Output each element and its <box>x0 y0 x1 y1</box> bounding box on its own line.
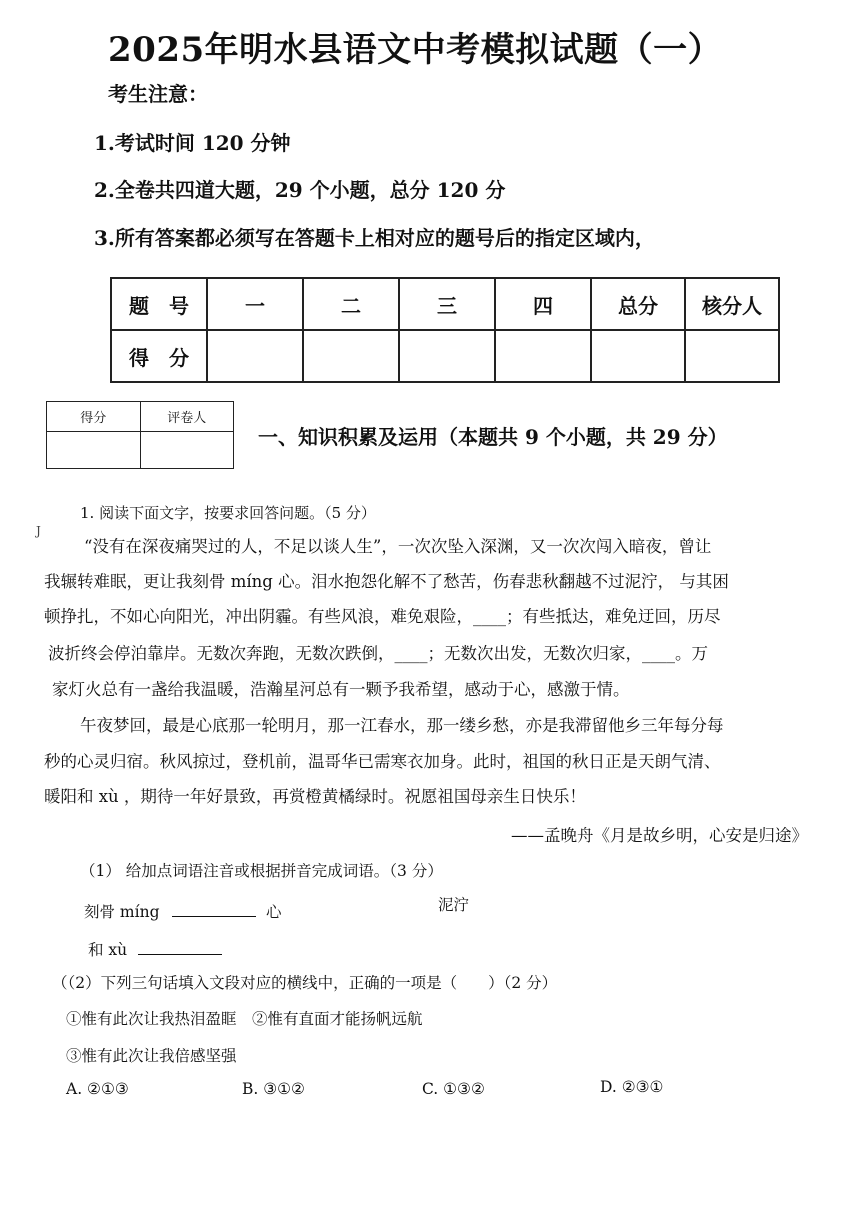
passage-line: 家灯火总有一盏给我温暖，浩瀚星河总有一颗予我希望，感动于心，感激于情。 <box>52 680 630 699</box>
question-number-label: 题 号 <box>111 278 207 330</box>
passage-attribution: ——孟晚舟《月是故乡明，心安是归途》 <box>511 826 808 845</box>
sentence-options-line-1: ①惟有此次让我热泪盈眶 ②惟有直面才能扬帆远航 <box>66 1010 423 1028</box>
word-item-b: 泥泞 <box>438 896 470 914</box>
score-cell[interactable] <box>685 330 779 382</box>
column-section-3: 三 <box>399 278 495 330</box>
passage-line: 午夜梦回，最是心底那一轮明月，那一江春水，那一缕乡愁，亦是我滞留他乡三年每分每 <box>80 716 724 735</box>
score-cell[interactable] <box>303 330 399 382</box>
exam-title: 2025年明水县语文中考模拟试题（一） <box>108 30 723 70</box>
part-1-prompt: （1） 给加点词语注音或根据拼音完成词语。（3 分） <box>80 862 443 880</box>
passage-line: 暖阳和 xù ，期待一年好景致，再赏橙黄橘绿时。祝愿祖国母亲生日快乐！ <box>44 787 586 806</box>
column-section-2: 二 <box>303 278 399 330</box>
column-section-4: 四 <box>495 278 591 330</box>
passage-line: 波折终会停泊靠岸。无数次奔跑，无数次跌倒，____；无数次出发，无数次归家，____。万 <box>48 644 708 663</box>
score-table <box>110 277 780 383</box>
pinyin-item-a-suffix: 心 <box>266 903 282 921</box>
score-table-score-row <box>111 330 779 382</box>
grader-box <box>46 401 234 469</box>
choice-a[interactable]: A. ②①③ <box>66 1080 129 1098</box>
section-heading: 一、知识积累及运用（本题共 9 个小题，共 29 分） <box>258 425 728 449</box>
answer-blank-a[interactable] <box>172 916 256 917</box>
passage-line: 我辗转难眠，更让我刻骨 míng 心。泪水抱怨化解不了愁苦，伤春悲秋翻越不过泥泞， 与其困 <box>44 572 729 591</box>
column-section-1: 一 <box>207 278 303 330</box>
passage-line: 秒的心灵归宿。秋风掠过，登机前，温哥华已需寒衣加身。此时，祖国的秋日正是天朗气清、 <box>44 752 721 771</box>
notice-item-answer-sheet: 3.所有答案都必须写在答题卡上相对应的题号后的指定区域内， <box>94 226 655 250</box>
grader-score-cell[interactable] <box>47 432 141 469</box>
part-2-prompt: （（2）下列三句话填入文段对应的横线中，正确的一项是（ ）（2 分） <box>52 974 558 992</box>
grader-name-label: 评卷人 <box>140 402 234 432</box>
score-cell[interactable] <box>207 330 303 382</box>
grader-name-cell[interactable] <box>140 432 234 469</box>
question-1-prompt: 1. 阅读下面文字，按要求回答问题。（5 分） <box>80 504 376 522</box>
score-table-header-row <box>111 278 779 330</box>
column-checker: 核分人 <box>685 278 779 330</box>
notice-item-time: 1.考试时间 120 分钟 <box>94 131 291 155</box>
grader-score-label: 得分 <box>47 402 141 432</box>
score-cell[interactable] <box>399 330 495 382</box>
sentence-options-line-2: ③惟有此次让我倍感坚强 <box>66 1047 237 1065</box>
choice-d[interactable]: D. ②③① <box>600 1078 664 1096</box>
choice-c[interactable]: C. ①③② <box>422 1080 485 1098</box>
notice-heading: 考生注意： <box>108 82 208 106</box>
column-total: 总分 <box>591 278 685 330</box>
pinyin-item-c-prefix: 和 xù <box>88 941 128 959</box>
pinyin-item-a-prefix: 刻骨 míng <box>84 903 160 921</box>
score-row-label: 得 分 <box>111 330 207 382</box>
notice-item-structure: 2.全卷共四道大题，29 个小题，总分 120 分 <box>94 178 506 202</box>
passage-line: 顿挣扎，不如心向阳光，冲出阴霾。有些风浪，难免艰险，____；有些抵达，难免迂回，历尽 <box>44 607 721 626</box>
stray-mark: J <box>36 524 41 538</box>
passage-line: “没有在深夜痛哭过的人，不足以谈人生”，一次次坠入深渊，又一次次闯入暗夜，曾让 <box>84 537 712 556</box>
choice-b[interactable]: B. ③①② <box>242 1080 305 1098</box>
score-cell[interactable] <box>495 330 591 382</box>
score-cell[interactable] <box>591 330 685 382</box>
answer-blank-c[interactable] <box>138 954 222 955</box>
